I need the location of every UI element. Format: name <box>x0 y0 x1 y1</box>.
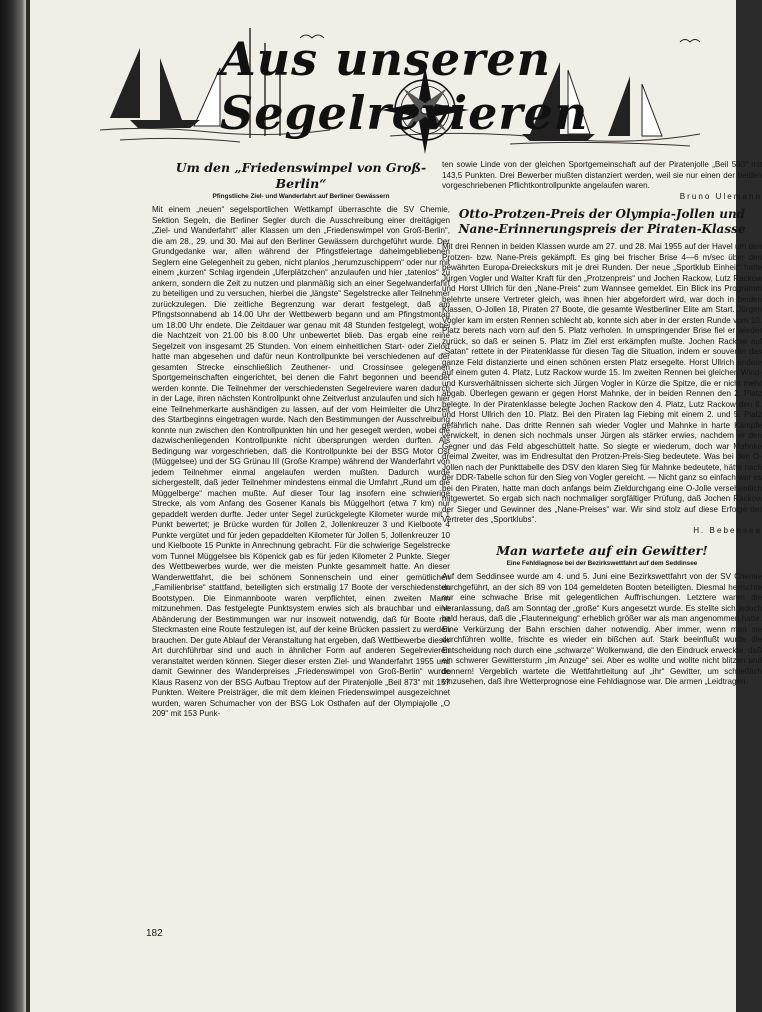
article-headline-3: Man wartete auf ein Gewitter! <box>496 542 708 558</box>
continued-text: ten sowie Linde von der gleichen Sportgemeinschaft auf der Piratenjolle „Beil 593“ mit 143,5 Punkten. Drei Bewerber mußten distanziert werden, weil sie nur einen der beiden vorgeschriebenen Pflichtkontrollpunkte angelaufen waren. <box>442 160 762 190</box>
article-subheadline: Pfingstliche Ziel- und Wanderfahrt auf Berliner Gewässern <box>212 193 390 201</box>
page <box>30 0 762 1012</box>
left-column <box>152 160 450 720</box>
article-headline-2: Otto-Protzen-Preis der Olympia-Jollen und Nane-Erinnerungspreis der Piraten-Klasse <box>458 206 746 236</box>
author-signature: Bruno Ulemann <box>679 191 762 201</box>
article-subheadline-3: Eine Fehldiagnose bei der Bezirkswettfahrt auf dem Seddinsee <box>506 560 698 568</box>
right-column <box>442 160 762 688</box>
book-spine <box>0 0 26 1012</box>
page-header-title: Aus unseren Segelrevieren <box>220 32 589 140</box>
article-headline: Um den „Friedenswimpel von Groß-Berlin“ <box>175 160 427 191</box>
article-body-2: Mit drei Rennen in beiden Klassen wurde am 27. und 28. Mai 1955 auf der Havel um den Protzen- bzw. Nane-Preis gekämpft. Es ging bei frischer Brise 4—6 m/sec über den bewährten Europa-Dreieckskurs mit je drei Runden. Der neue „Sportklub Einheit“ hatte Jürgen Vogler und Walter Kraft für den „Protzenpreis“ und Jochen Rackow, Lutz Rackow und Horst Ullrich für den „Nane-Preis“ zum Wannsee gemeldet. Ein Blick ins Programm belehrte unsere Vertreter gleich, was ihnen hier abgefordert wird, war doch in beiden Klassen, O-Jollen 18, Piraten 27 Boote, die gesamte Westberliner Elite am Start. Jürgen Vogler kam im ersten Rennen schlecht ab, konnte sich aber in der ersten Runde vom 10. Platz berets nach vorn auf den 5. Platz verholen. In umspringender Brise fiel er wieder zurück, so daß er seinen 5. Platz im Ziel erst erkämpfen mußte. Jochen Rackow auf „Satan“ rettete in der Piratenklasse für diesen Tag die Situation, indem er souverän das ganze Feld distanzierte und einen schönen ersten Platz ersegelte. Horst Ullrich endete auf einem guten 4. Platz, Lutz Rackow wurde 15. Im zweiten Rennen bei gleichen Wind- und Kursverhältnissen sicherte sich Jürgen Vogler in Kürze die Spitze, die er nicht mehr abgab. Überlegen gewann er gegen Horst Mahnke, der in beiden Rennen den 2. Platz belegte. In der Piratenklasse belegte Jochen Rackow den 4. Platz, Lutz Rackow den 8. und Horst Ullrich den 10. Platz. Bei den Piraten lag Fiebing mit einem 2. und 5. Platz gefährlich nahe. Das dritte Rennen sah wieder Vogler und Mahnke in harte Kämpfe verwickelt, in denen sich nochmals unser Jürgen als stärker erwies, nachdem er den Gegner und das Feld abgeschüttelt hatte. So siegte er wiederum, doch war Mahnke dreimal Zweiter, was im Endresultat den Protzen-Preis-Sieg bedeutete. Was bei den O-Jollen nach der Punkttabelle des DSV den klaren Sieg für Mahnke bedeutete, hätte nach der DDR-Tabelle schon für den Sieg von Vogler gereicht. — Nicht ganz so einfach war es bei den Piraten, hatte man doch anfangs beim Zieldurchgang eine O-Jolle versehentlich mitgewertet. So ergab sich nach nochmaliger sorgfältiger Prüfung, daß Jochen Rackow der Sieger und Gewinner des „Nane-Preises“ war. Wir sind stolz auf diese Erfolge der Vertreter des „Sportklubs“. <box>442 242 762 525</box>
article-body: Mit einem „neuen“ segelsportlichen Wettkampf überraschte die SV Chemie, Sektion Segeln, die Berliner Segler durch die Ausschreibung einer dreitägigen „Ziel- und Wanderfahrt“ aller Klassen um den „Friedenswimpel von Groß-Berlin“, die am 28., 29. und 30. Mai auf den Berliner Gewässern durchgeführt wurde. Der Grundgedanke war, allen während der Pfingstfeiertage daheimgebliebenen Seglern eine Gelegenheit zu geben, nicht planlos „herumzuschippern“ oder nur mit einem „kurzen“ Schlag irgendein „Uferplätzchen“ anzulaufen und hier „tatenlos“ zu ankern, sondern die Zeit zu nutzen und planmäßig sich an einer Segelwanderfahrt zu beteiligen und zu versuchen, hierbei die „längste“ Segelstrecke aller Teilnehmer zurückzulegen. Die zeitliche Begrenzung war derart festgelegt, daß am Pfingstsonnabend ab 14.00 Uhr der Wettbewerb begann und am Pfingstmontag um 18.00 Uhr endete. Die Zeitdauer war genau mit 48 Stunden festgelegt, wobei die Nachtzeit von 21.00 bis 8.00 Uhr unbewertet blieb. Das ergab eine reine Segelzeit von insgesamt 25 Stunden. Von einem einheitlichen Start- oder Zielort hatte man abgesehen und dafür neun Kontrollpunkte bei verschiedenen auf der gesamten Strecke einschließlich Zeuthener- und Crossinsee gelegenen Sportgemeinschaften eingerichtet, bei denen die Fahrt begonnen und beendet werden konnte. Die Teilnehmer der verschiedensten Segelreviere waren dadurch in der Lage, ihren nächsten Kontrollpunkt ohne Zeitverlust anzulaufen und sich hier eine Teilnehmerkarte aushändigen zu lassen, auf der vom Heimleiter die Uhrzeit des Startbeginns eingetragen wurde. Nach den Bestimmungen der Ausschreibung konnte nun zwischen den Kontrollpunkten hin und her gesegelt werden, wobei die dazwischenliegenden Kontrollpunkte nicht übersprungen werden durften. Als Bedingung war vorgeschrieben, daß die Kontrollpunkte bei der BSG Motor Ost (Müggelsee) und der SG Grünau III (Große Krampe) während der Wanderfahrt von jedem Teilnehmer einmal angelaufen werden mußten. Dadurch wurde sichergestellt, daß jeder Teilnehmer mindestens einmal die Umfahrt „Rund um die Müggelberge“ machen mußte. Auf dieser Tour lag insofern eine schwierige Strecke, als vom Anfang des Gosener Kanals bis Müggelhort (etwa 7 km) nur gepaddelt werden durfte. Jeder unter Segel zurückgelegte Kilometer wurde mit 1 Punkt bewertet; je Brücke wurden für Jollen 2, Jollenkreuzer 3 und Kielboote 4 Punkte vergütet und für jeden gepaddelten Kilometer für Jollen 5, Jollenkreuzer 10 und Kielboote 15 Punkte in Anrechnung gebracht. Für die schwierige Segelstrecke vom Tunnel Müggelsee bis Köpenick gab es für jeden Kilometer 2 Punkte. Sieger des Wettbewerbes wurde, wer die meisten Punkte gesammelt hatte. An dieser Wanderwettfahrt, die bei schönem Sonnenschein und einer gemütlichen „Familienbrise“ stattfand, beteiligten sich erstmalig 17 Boote der verschiedensten Bootstypen. Die Einmannboote waren verpflichtet, einen zweiten Mann mitzunehmen. Das festgelegte Punktsystem erwies sich als brauchbar und eine Abänderung der Bestimmungen war nur insoweit notwendig, daß für Boote mit Steckmasten eine Route festzulegen ist, auf der keine Brücken passiert zu werden brauchen. Der gute Ablauf der Veranstaltung hat ergeben, daß Wettbewerbe dieser Art durchführbar sind und auch in ähnlicher Form auf anderen Segelrevieren veranstaltet werden können. Sieger dieser ersten Ziel- und Wanderfahrt 1955 und damit Gewinner des Wanderpreises „Friedenswimpel von Groß-Berlin“ wurde Klaus Rasenz von der BSG Aufbau Treptow auf der Piratenjolle „Beil 873“ mit 157 Punkten. Weitere Preisträger, die mit dem kleinen Friedenswimpel ausgezeichnet wurden, waren Schumacher von der BSG Lok Osthafen auf der Olympiajolle „O 209“ mit 153 Punk- <box>152 205 450 719</box>
author-signature-2: H. Bebensee <box>693 525 762 535</box>
page-number: 182 <box>146 928 163 939</box>
article-body-3: Auf dem Seddinsee wurde am 4. und 5. Juni eine Bezirkswettfahrt von der SV Chemie durchgeführt, an der sich 89 von 104 gemeldeten Booten beteiligten. Diesmal herrschte nur eine schwache Brise mit gelegentlichen Auffrischungen. Letztere waren die Veranlassung, daß am Sonntag der „große“ Kurs angesetzt wurde. Es stellte sich jedoch bald heraus, daß die „Flautenneigung“ erheblich größer war als man angenommen hatte. Eine Verkürzung der Bahn erschien daher notwendig. Aber immer, wenn man sie durchführen wollte, frischte es wieder ein bißchen auf. Stark beeinflußt wurde die Entscheidung noch durch eine „schwarze“ Wolkenwand, die den Eindruck erweckte, daß ein schwerer Gewittersturm „im Anzuge“ sei. Aber es wollte und wollte nicht blitzen und donnern! Vergeblich wartete die Wettfahrtleitung auf „ihr“ Gewitter, um schließlich einzusehen, daß ihre Wetterprognose eine Fehldiagnose war. Die armen „Leidtragen- <box>442 572 762 687</box>
